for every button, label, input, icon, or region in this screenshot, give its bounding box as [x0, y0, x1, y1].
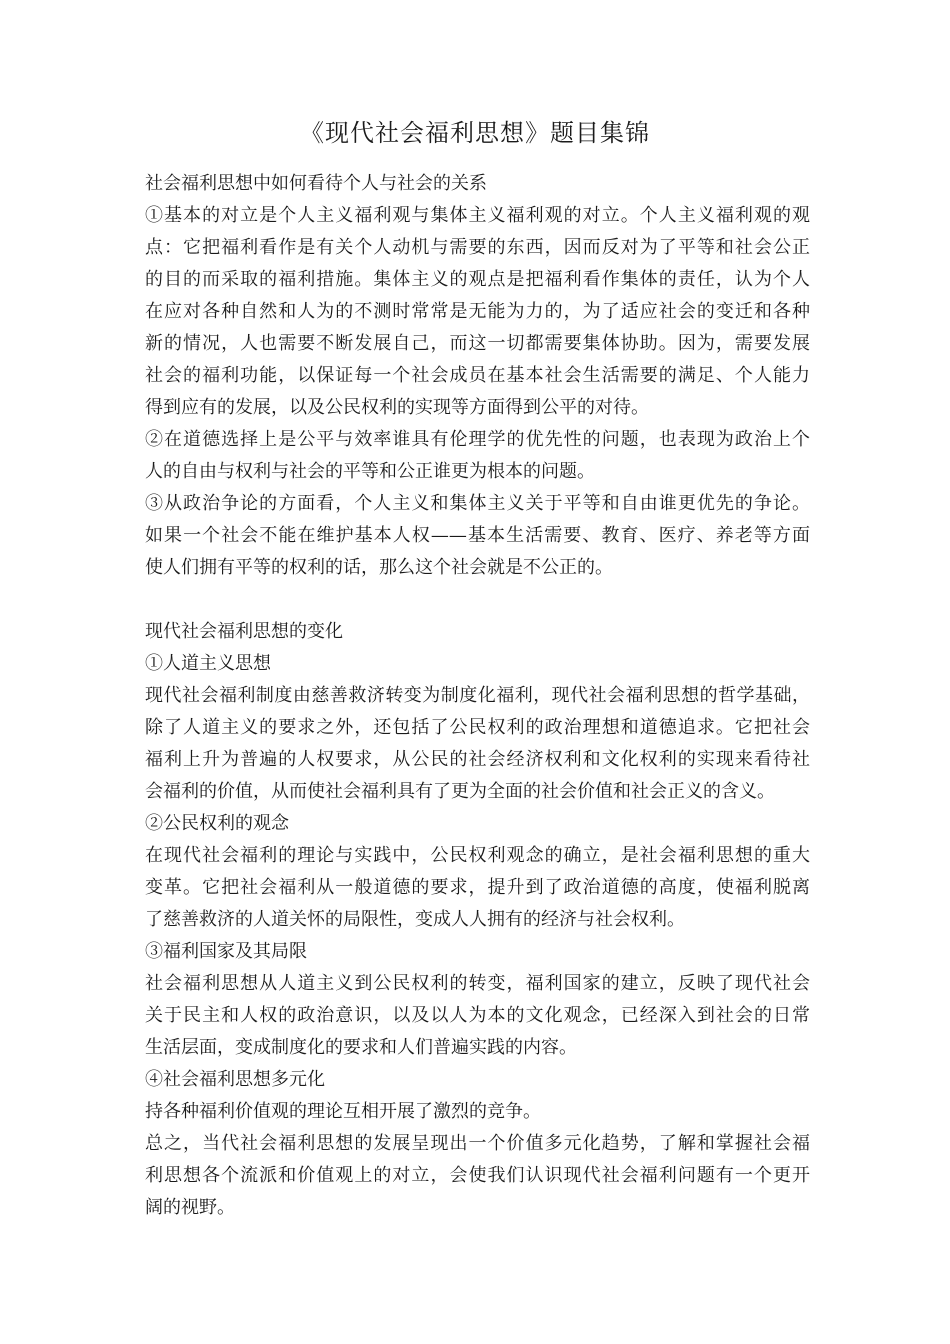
blank-line — [145, 584, 810, 616]
section-heading: 现代社会福利思想的变化 — [145, 621, 343, 642]
paragraph — [145, 200, 810, 424]
text-line: ③从政治争论的方面看，个人主义和集体主义关于平等和自由谁更优先的争论。 — [145, 493, 810, 514]
text-line: 关于民主和人权的政治意识，以及以人为本的文化观念，已经深入到社会的日常 — [145, 1005, 810, 1026]
paragraph — [145, 680, 810, 808]
text-line: 在现代社会福利的理论与实践中，公民权利观念的确立，是社会福利思想的重大 — [145, 845, 810, 866]
paragraph — [145, 1096, 810, 1128]
subsection-heading: ①人道主义思想 — [145, 653, 271, 674]
page-title: 《现代社会福利思想》题目集锦 — [300, 119, 650, 147]
paragraph — [145, 424, 810, 488]
text-line: 利思想各个流派和价值观上的对立，会使我们认识现代社会福利问题有一个更开 — [145, 1165, 810, 1186]
subsection-heading: ③福利国家及其局限 — [145, 941, 307, 962]
text-line: 现代社会福利制度由慈善救济转变为制度化福利，现代社会福利思想的哲学基础， — [145, 685, 810, 706]
paragraph — [145, 968, 810, 1064]
text-line: 点：它把福利看作是有关个人动机与需要的东西，因而反对为了平等和社会公正 — [145, 237, 810, 258]
text-line: 生活层面，变成制度化的要求和人们普遍实践的内容。 — [145, 1037, 577, 1058]
text-line: 使人们拥有平等的权利的话，那么这个社会就是不公正的。 — [145, 557, 613, 578]
text-line: 变革。它把社会福利从一般道德的要求，提升到了政治道德的高度，使福利脱离 — [145, 877, 810, 898]
subsection-heading: ④社会福利思想多元化 — [145, 1069, 325, 1090]
text-line: 会福利的价值，从而使社会福利具有了更为全面的社会价值和社会正义的含义。 — [145, 781, 775, 802]
text-line: 人的自由与权利与社会的平等和公正谁更为根本的问题。 — [145, 461, 595, 482]
text-line: 的目的而采取的福利措施。集体主义的观点是把福利看作集体的责任，认为个人 — [145, 269, 810, 290]
text-line: 新的情况，人也需要不断发展自己，而这一切都需要集体协助。因为，需要发展 — [145, 333, 810, 354]
text-line: 社会的福利功能，以保证每一个社会成员在基本社会生活需要的满足、个人能力 — [145, 365, 810, 386]
text-line: 了慈善救济的人道关怀的局限性，变成人人拥有的经济与社会权利。 — [145, 909, 685, 930]
text-line: 得到应有的发展，以及公民权利的实现等方面得到公平的对待。 — [145, 397, 649, 418]
paragraph — [145, 488, 810, 584]
paragraph — [145, 840, 810, 936]
text-line: 总之，当代社会福利思想的发展呈现出一个价值多元化趋势，了解和掌握社会福 — [145, 1133, 810, 1154]
text-line: ②在道德选择上是公平与效率谁具有伦理学的优先性的问题，也表现为政治上个 — [145, 429, 810, 450]
text-line: 福利上升为普遍的人权要求，从公民的社会经济权利和文化权利的实现来看待社 — [145, 749, 810, 770]
text-line: ①基本的对立是个人主义福利观与集体主义福利观的对立。个人主义福利观的观 — [145, 205, 810, 226]
section-heading: 社会福利思想中如何看待个人与社会的关系 — [145, 173, 487, 194]
text-line: 除了人道主义的要求之外，还包括了公民权利的政治理想和道德追求。它把社会 — [145, 717, 810, 738]
text-line: 在应对各种自然和人为的不测时常常是无能为力的，为了适应社会的变迁和各种 — [145, 301, 810, 322]
text-line: 阔的视野。 — [145, 1197, 235, 1218]
document-body — [145, 168, 810, 1224]
text-line: 持各种福利价值观的理论互相开展了激烈的竞争。 — [145, 1101, 541, 1122]
text-line: 社会福利思想从人道主义到公民权利的转变，福利国家的建立，反映了现代社会 — [145, 973, 810, 994]
text-line: 如果一个社会不能在维护基本人权——基本生活需要、教育、医疗、养老等方面 — [145, 525, 810, 546]
conclusion-paragraph — [145, 1128, 810, 1224]
subsection-heading: ②公民权利的观念 — [145, 813, 289, 834]
